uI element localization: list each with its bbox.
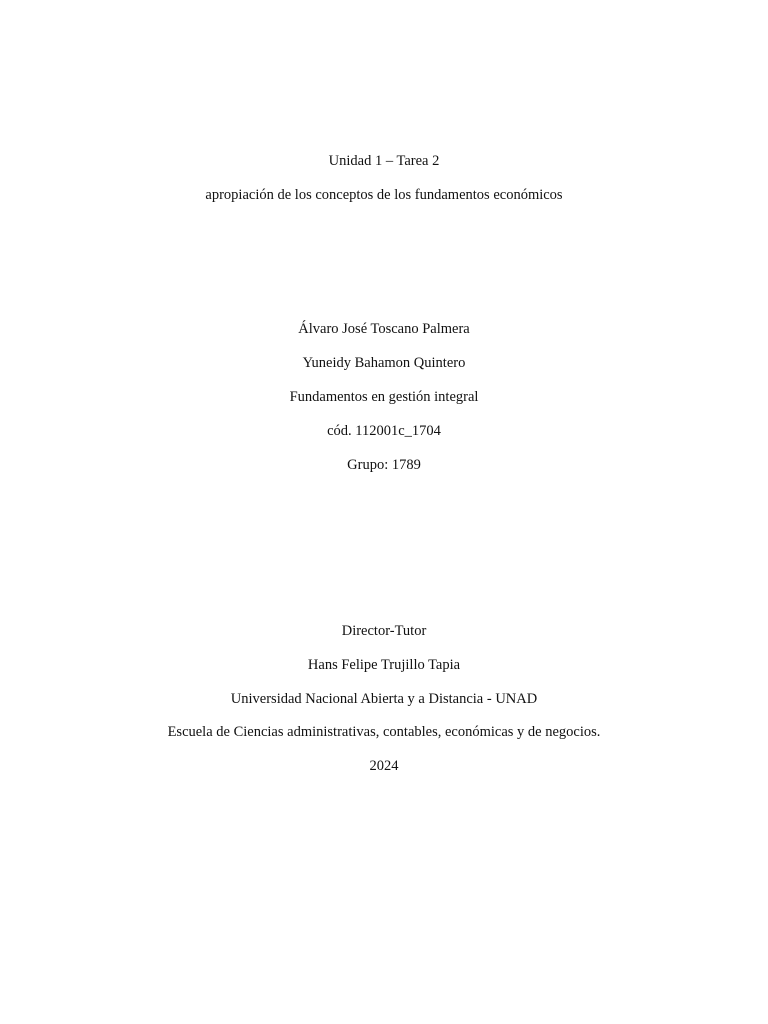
university-name: Universidad Nacional Abierta y a Distancia - UNAD	[230, 691, 538, 707]
course-name: Fundamentos en gestión integral	[289, 389, 479, 405]
author-name: Yuneidy Bahamon Quintero	[302, 355, 466, 371]
document-title: Unidad 1 – Tarea 2	[328, 153, 440, 169]
group-number: Grupo: 1789	[347, 457, 421, 473]
tutor-name: Hans Felipe Trujillo Tapia	[307, 657, 461, 673]
document-subtitle: apropiación de los conceptos de los fundamentos económicos	[205, 187, 563, 203]
author-name: Álvaro José Toscano Palmera	[298, 321, 470, 337]
tutor-role: Director-Tutor	[341, 623, 427, 639]
document-year: 2024	[369, 758, 399, 774]
school-name: Escuela de Ciencias administrativas, contables, económicas y de negocios.	[167, 724, 601, 740]
course-code: cód. 112001c_1704	[327, 423, 441, 439]
